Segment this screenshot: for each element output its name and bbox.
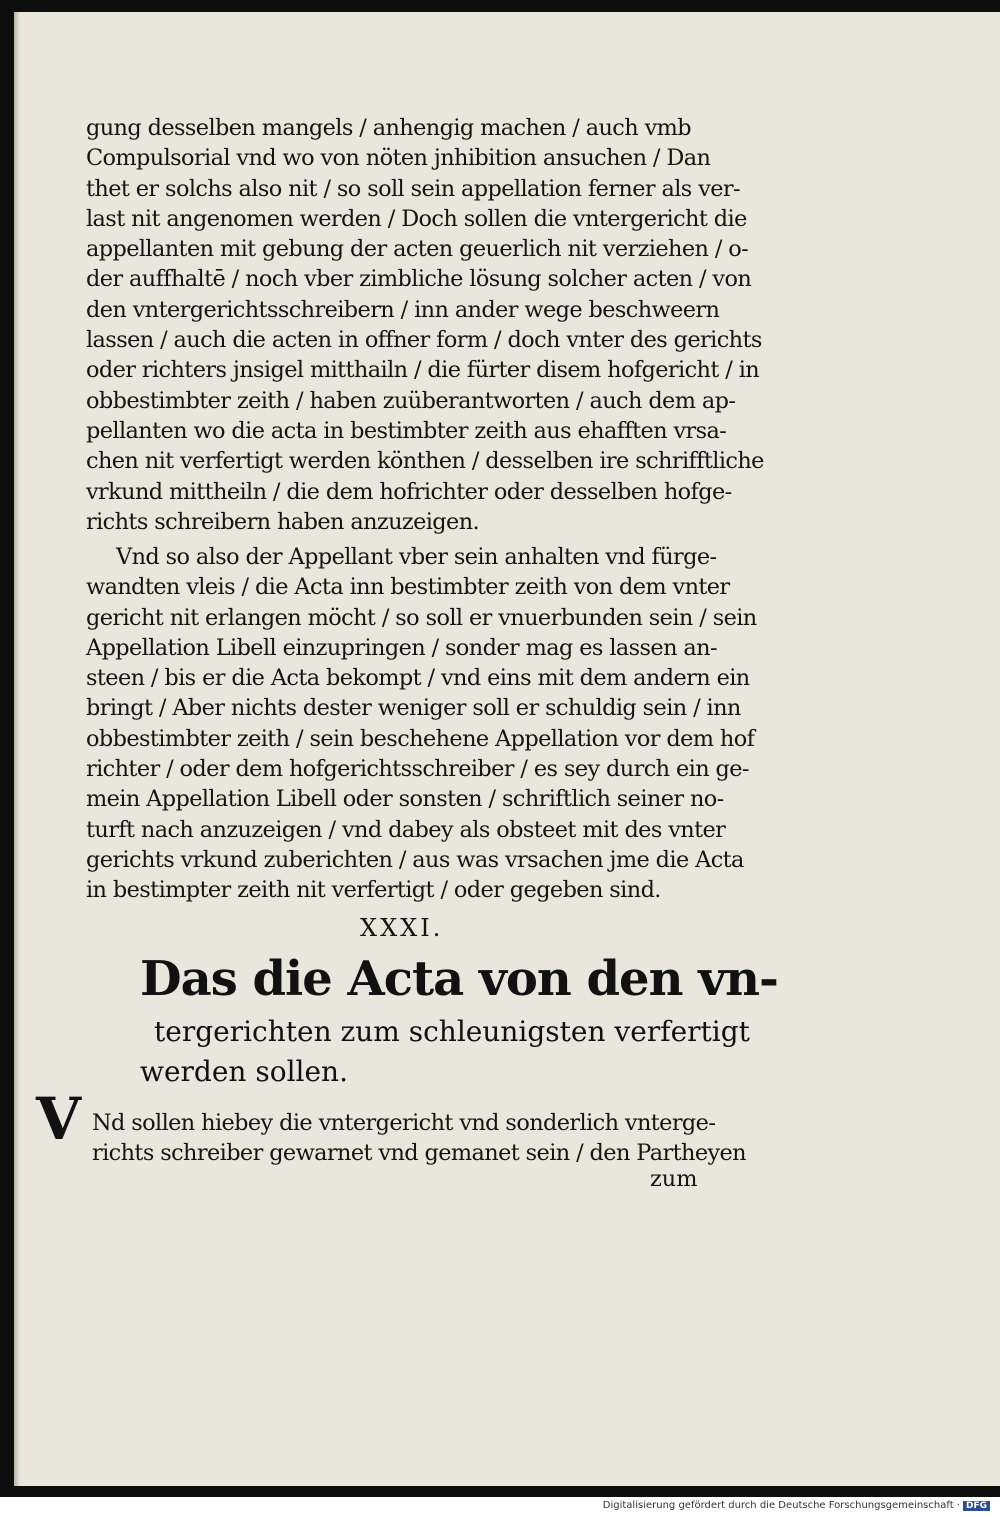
text-line: chen nit verfertigt werden könthen / desselben ire schrifftliche <box>86 448 764 475</box>
page-gutter-shadow <box>14 12 20 1486</box>
text-line: gerichts vrkund zuberichten / aus was vrsachen jme die Acta <box>86 846 744 873</box>
text-line: den vntergerichtsschreibern / inn ander wege beschweern <box>86 296 720 323</box>
paragraph-2 <box>86 542 757 906</box>
text-line: last nit angenomen werden / Doch sollen die vntergericht die <box>86 205 747 232</box>
drop-capital: V <box>36 1085 82 1153</box>
dfg-logo: DFG <box>963 1501 990 1511</box>
heading-line: tergerichten zum schleunigsten verfertigt <box>154 1015 750 1048</box>
text-line: richts schreiber gewarnet vnd gemanet sein / den Partheyen <box>92 1140 746 1167</box>
section-number: XXXI. <box>360 914 444 942</box>
text-line: lassen / auch die acten in offner form / doch vnter des gerichts <box>86 327 762 354</box>
paragraph-3 <box>92 1108 746 1169</box>
text-line: gung desselben mangels / anhengig machen / auch vmb <box>86 115 691 141</box>
text-line: in bestimpter zeith nit verfertigt / oder gegeben sind. <box>86 877 661 904</box>
text-line: pellanten wo die acta in bestimbter zeith aus ehafften vrsa- <box>86 417 727 444</box>
text-line: steen / bis er die Acta bekompt / vnd eins mit dem andern ein <box>86 665 750 692</box>
text-line: mein Appellation Libell oder sonsten / schriftlich seiner no- <box>86 786 724 813</box>
text-line: gericht nit erlangen möcht / so soll er vnuerbunden sein / sein <box>86 604 757 631</box>
text-line: Compulsorial vnd wo von nöten jnhibition ansuchen / Dan <box>86 145 711 172</box>
text-line: appellanten mit gebung der acten geuerlich nit verziehen / o- <box>86 236 749 263</box>
text-line: Nd sollen hiebey die vntergericht vnd sonderlich vnterge- <box>92 1110 716 1136</box>
section-heading <box>140 946 778 1092</box>
text-line: Vnd so also der Appellant vber sein anhalten vnd fürge- <box>116 544 717 570</box>
text-line: richts schreibern haben anzuzeigen. <box>86 508 480 535</box>
text-line: wandten vleis / die Acta inn bestimbter zeith von dem vnter <box>86 574 730 601</box>
heading-line: werden sollen. <box>140 1055 348 1088</box>
catchword: zum <box>650 1166 698 1192</box>
text-line: turft nach anzuzeigen / vnd dabey als obsteet mit des vnter <box>86 816 726 843</box>
text-line: vrkund mittheiln / die dem hofrichter oder desselben hofge- <box>86 478 732 505</box>
footer-credit <box>603 1500 990 1511</box>
footer-credit-text: Digitalisierung gefördert durch die Deutsche Forschungsgemeinschaft · <box>602 1500 960 1511</box>
text-line: oder richters jnsigel mitthailn / die fürter disem hofgericht / in <box>86 357 760 384</box>
text-line: bringt / Aber nichts dester weniger soll er schuldig sein / inn <box>86 695 741 722</box>
text-line: obbestimbter zeith / haben zuüberantworten / auch dem ap- <box>86 387 736 414</box>
text-line: Appellation Libell einzupringen / sonder mag es lassen an- <box>86 634 717 661</box>
text-line: obbestimbter zeith / sein beschehene Appellation vor dem hof <box>86 725 755 752</box>
heading-line-large: Das die Acta von den vn- <box>140 951 778 1007</box>
text-line: richter / oder dem hofgerichtsschreiber / es sey durch ein ge- <box>86 756 749 783</box>
paragraph-1 <box>86 113 764 537</box>
text-line: thet er solchs also nit / so soll sein appellation ferner als ver- <box>86 175 740 202</box>
text-line: der auffhaltē / noch vber zimbliche lösung solcher acten / von <box>86 266 752 293</box>
